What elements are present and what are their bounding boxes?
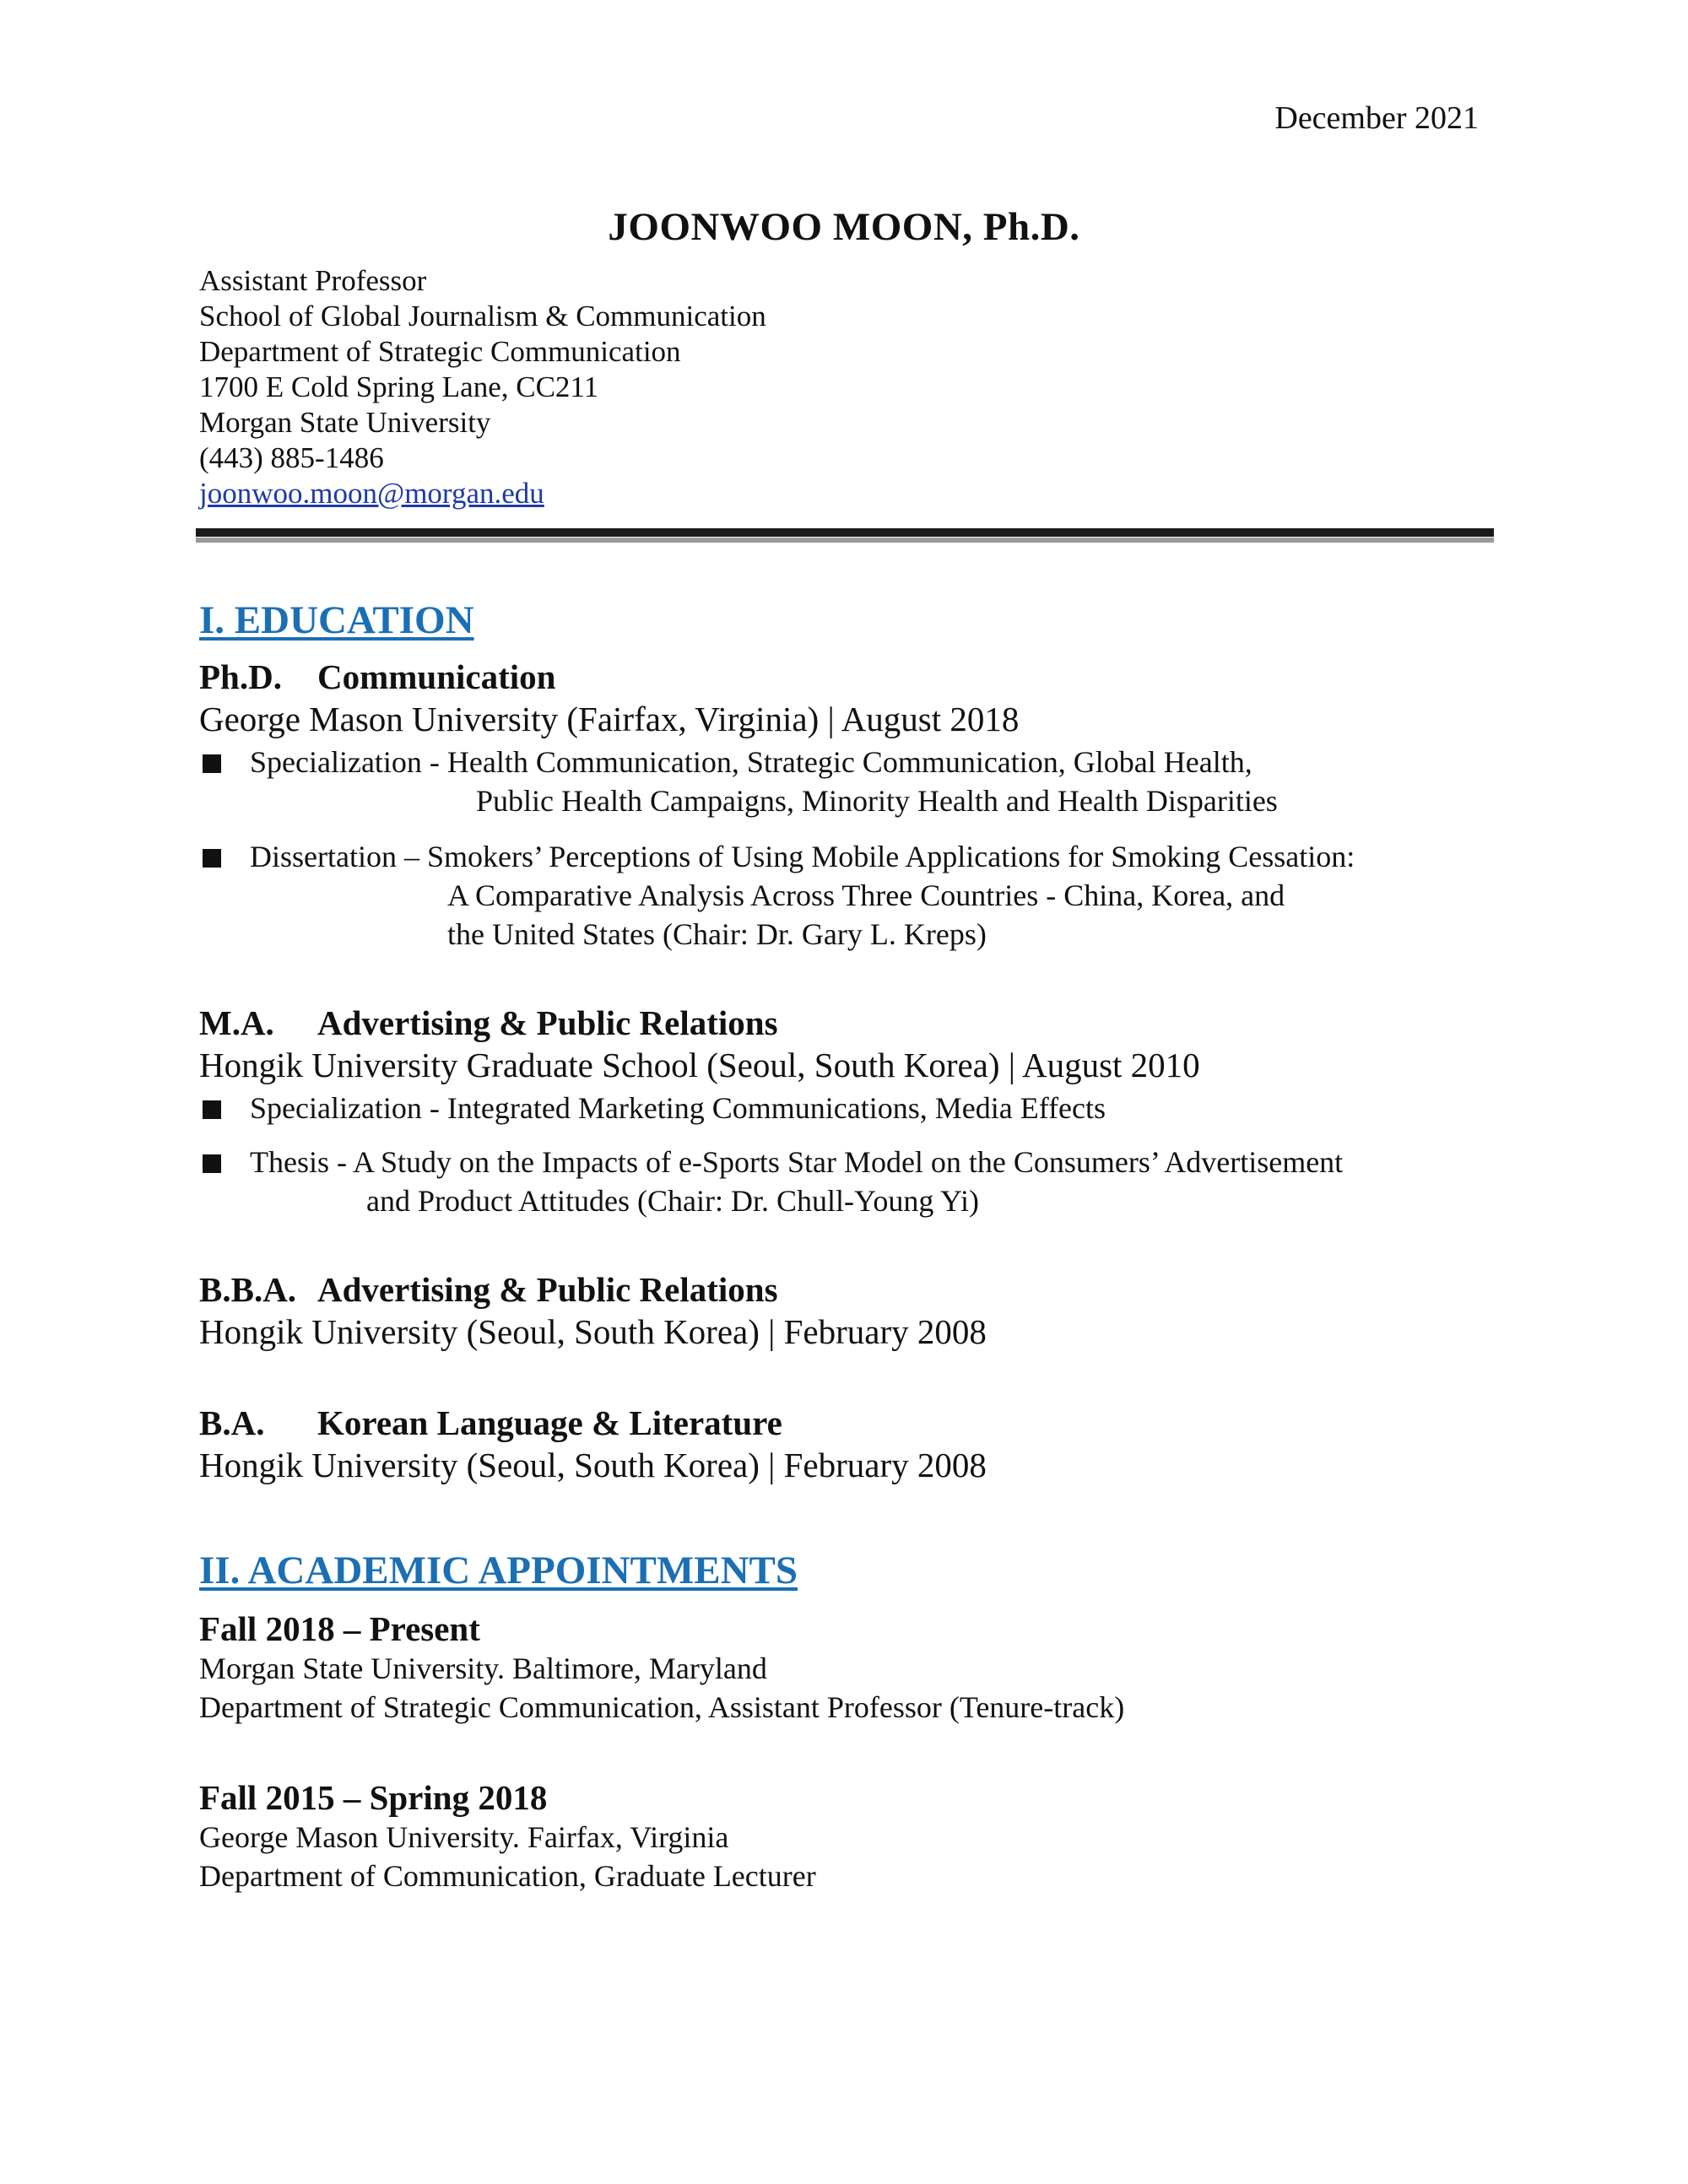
appointments-section-title: II. ACADEMIC APPOINTMENTS	[199, 1549, 798, 1592]
ba-heading	[199, 1403, 782, 1443]
cv-page: December 2021 JOONWOO MOON, Ph.D. Assistant Professor School of Global Journalism & Communication Department of Strategic Communication 1700 E Cold Spring Lane, CC211 Morgan State University (443) 885-1486 joonwoo.moon@morgan.edu I. EDUCATION Ph.D. Communication George Mason University (Fairfax, Virginia) | August 2018 Specialization - Health Communication, Strategic Communication, Global Health, Public Health Campaigns, Minority Health and Health Disparities Dissertation – Smokers’ Perceptions of Using Mobile Applications for Smoking Cessation: A Comparative Analysis Across Three Countries - China, Korea, and the United States (Chair: Dr. Gary L. Kreps) M.A. Advertising & Public Relations Hongik University Graduate School (Seoul, South Korea) | August 2010 Specialization - Integrated Marketing Communications, Media Effects Thesis - A Study on the Impacts of e-Sports Star Model on the Consumers’ Advertisement and Product Attitudes (Chair: Dr. Chull-Young Yi) B.B.A. Advertising & Public Relations Hongik University (Seoul, South Korea) | February 2008 B.A. Korean Language & Literature Hongik University (Seoul, South Korea) | February 2008 II. ACADEMIC APPOINTMENTS Fall 2018 – Present Morgan State University. Baltimore, Maryland Department of Strategic Communication, Assistant Professor (Tenure-track) Fall 2015 – Spring 2018 George Mason University. Fairfax, Virginia Department of Communication, Graduate Lecturer	[0, 0, 1688, 2184]
degree-field: Advertising & Public Relations	[317, 1270, 778, 1309]
bullet-icon	[203, 1154, 221, 1173]
ma-heading	[199, 1003, 778, 1043]
ma-institution: Hongik University Graduate School (Seoul, South Korea) | August 2010	[199, 1046, 1200, 1084]
bba-heading	[199, 1269, 778, 1310]
appointment-place: George Mason University. Fairfax, Virginia	[199, 1820, 729, 1854]
phd-dissertation-cont-1: A Comparative Analysis Across Three Countries - China, Korea, and	[447, 878, 1285, 912]
degree-abbr: B.B.A.	[199, 1270, 297, 1309]
candidate-name: JOONWOO MOON, Ph.D.	[608, 205, 1080, 249]
contact-school: School of Global Journalism & Communication	[199, 300, 766, 332]
email-link[interactable]: joonwoo.moon@morgan.edu	[199, 477, 544, 510]
degree-abbr: Ph.D.	[199, 657, 282, 696]
appointment-place: Morgan State University. Baltimore, Maryland	[199, 1652, 767, 1685]
contact-phone: (443) 885-1486	[199, 441, 384, 474]
bba-institution: Hongik University (Seoul, South Korea) | February 2008	[199, 1312, 987, 1351]
appointment-role: Department of Strategic Communication, Assistant Professor (Tenure-track)	[199, 1690, 1125, 1724]
contact-title: Assistant Professor	[199, 264, 427, 297]
appointment-period: Fall 2015 – Spring 2018	[199, 1778, 548, 1817]
phd-dissertation-cont-2: the United States (Chair: Dr. Gary L. Kreps)	[447, 917, 987, 951]
education-section-title: I. EDUCATION	[199, 598, 474, 642]
phd-heading	[199, 657, 555, 697]
bullet-icon	[203, 754, 221, 773]
degree-field: Communication	[317, 657, 556, 696]
phd-specialization-cont: Public Health Campaigns, Minority Health and Health Disparities	[476, 784, 1278, 818]
ba-institution: Hongik University (Seoul, South Korea) | February 2008	[199, 1446, 987, 1484]
degree-abbr: M.A.	[199, 1003, 274, 1042]
degree-field: Advertising & Public Relations	[317, 1003, 778, 1042]
degree-abbr: B.A.	[199, 1403, 265, 1442]
contact-address: 1700 E Cold Spring Lane, CC211	[199, 370, 599, 403]
bullet-icon	[203, 1100, 221, 1119]
document-date: December 2021	[1274, 100, 1479, 136]
phd-institution: George Mason University (Fairfax, Virginia) | August 2018	[199, 700, 1020, 738]
header-divider	[196, 528, 1494, 543]
contact-department: Department of Strategic Communication	[199, 335, 681, 368]
appointment-period: Fall 2018 – Present	[199, 1609, 480, 1648]
ma-thesis-cont: and Product Attitudes (Chair: Dr. Chull-Young Yi)	[366, 1184, 980, 1218]
contact-block	[199, 263, 766, 511]
contact-university: Morgan State University	[199, 406, 491, 439]
degree-field: Korean Language & Literature	[317, 1403, 782, 1442]
bullet-icon	[203, 849, 221, 868]
appointment-role: Department of Communication, Graduate Lecturer	[199, 1859, 816, 1893]
